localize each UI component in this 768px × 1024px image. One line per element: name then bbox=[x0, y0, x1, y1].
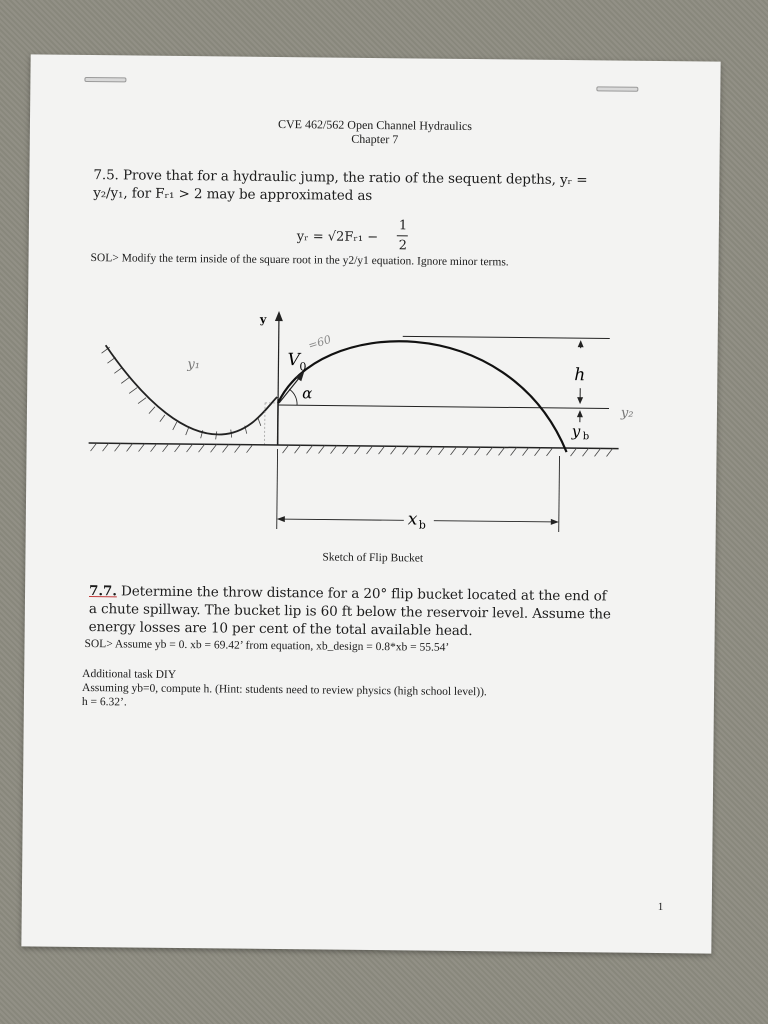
handwritten-y1: y₁ bbox=[187, 357, 201, 373]
equation-numerator: 1 bbox=[398, 218, 408, 234]
problem-7-7-number: 7.7. bbox=[88, 583, 117, 600]
problem-7-5-solution: SOL> Modify the term inside of the square root in the y2/y1 equation. Ignore minor terms. bbox=[90, 252, 509, 269]
page-number: 1 bbox=[657, 901, 664, 914]
problem-7-7-text1: Determine the throw distance for a 20° flip bucket located at the end of bbox=[120, 583, 607, 605]
problem-7-7-solution: SOL> Assume yb = 0. xb = 69.42’ from equation, xb_design = 0.8*xb = 55.54’ bbox=[84, 638, 450, 654]
yb-subscript: b bbox=[582, 431, 590, 443]
figure-caption: Sketch of Flip Bucket bbox=[322, 551, 424, 565]
additional-task-answer: h = 6.32’. bbox=[81, 695, 127, 709]
flip-bucket-sketch bbox=[25, 294, 718, 561]
staple-left bbox=[84, 77, 126, 82]
additional-task-title: Additional task DIY bbox=[82, 667, 177, 681]
additional-task-line1: Assuming yb=0, compute h. (Hint: students need to review physics (high school level)). bbox=[81, 681, 487, 699]
problem-7-5-line2: y₂/y₁, for Fᵣ₁ > 2 may be approximated as bbox=[93, 185, 373, 204]
equation-denominator: 2 bbox=[398, 238, 408, 254]
v0-label: V bbox=[287, 350, 300, 371]
problem-7-5-line1: 7.5. Prove that for a hydraulic jump, the ratio of the sequent depths, yᵣ = bbox=[93, 167, 588, 189]
jet-trajectory bbox=[278, 340, 568, 452]
xb-subscript: b bbox=[418, 518, 426, 532]
h-label: h bbox=[574, 365, 586, 386]
handwritten-y2: y₂ bbox=[620, 405, 634, 421]
handwritten-v0-note: =60 bbox=[306, 332, 333, 353]
lip-level-line bbox=[278, 405, 609, 408]
staple-right bbox=[596, 86, 638, 91]
fraction-bar bbox=[397, 235, 408, 236]
course-title: CVE 462/562 Open Channel Hydraulics bbox=[277, 117, 473, 134]
problem-7-7-line3: energy losses are 10 per cent of the total available head. bbox=[88, 619, 473, 640]
y-axis bbox=[278, 319, 279, 445]
worksheet-page bbox=[21, 54, 720, 953]
problem-7-7-line2: a chute spillway. The bucket lip is 60 ft below the reservoir level. Assume the bbox=[88, 601, 611, 623]
y-axis-label: y bbox=[259, 312, 267, 326]
alpha-label: α bbox=[302, 384, 313, 403]
xb-label: x bbox=[407, 509, 418, 530]
spillway-hatching bbox=[101, 347, 262, 440]
v0-subscript: 0 bbox=[299, 360, 307, 374]
yb-label: y bbox=[571, 422, 581, 441]
apex-level-line bbox=[403, 336, 610, 338]
equation-lhs: yᵣ = √2Fᵣ₁ − bbox=[296, 229, 379, 246]
chapter-title: Chapter 7 bbox=[351, 131, 399, 147]
